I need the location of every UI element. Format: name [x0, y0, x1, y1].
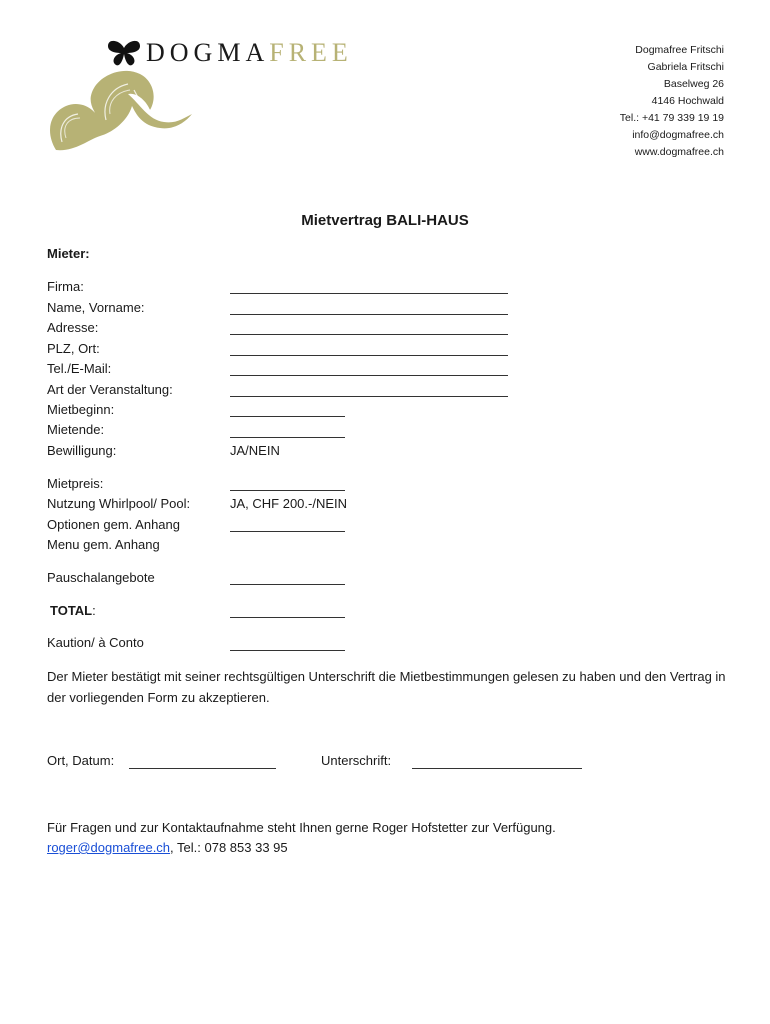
label-firma: Firma:: [47, 279, 84, 294]
label-total: [50, 603, 96, 618]
label-kaution: Kaution/ à Conto: [47, 635, 144, 650]
address-line: 4146 Hochwald: [651, 95, 724, 107]
field-line-firma[interactable]: [230, 293, 508, 294]
contact-phone: , Tel.: 078 853 33 95: [170, 840, 288, 855]
label-total-colon: :: [92, 603, 96, 618]
address-line: Dogmafree Fritschi: [635, 44, 724, 56]
label-mietbeginn: Mietbeginn:: [47, 402, 115, 417]
label-plz: PLZ, Ort:: [47, 341, 100, 356]
document-title: Mietvertrag BALI-HAUS: [301, 212, 469, 229]
confirmation-paragraph: Der Mieter bestätigt mit seiner rechtsgültigen Unterschrift die Mietbestimmungen gelesen zu haben und den Vertrag in der vorliegenden Form zu akzeptieren.: [47, 669, 726, 705]
label-name: Name, Vorname:: [47, 300, 145, 315]
label-unterschrift: Unterschrift:: [321, 753, 392, 768]
label-art: Art der Veranstaltung:: [47, 382, 173, 397]
mieter-heading: Mieter:: [47, 246, 90, 261]
field-line-art[interactable]: [230, 396, 508, 397]
field-line-mietende[interactable]: [230, 437, 345, 438]
address-line: Baselweg 26: [663, 78, 724, 90]
sender-address: [620, 42, 724, 161]
logo-wordmark: [146, 38, 353, 68]
field-line-unterschrift[interactable]: [412, 768, 582, 769]
field-line-name[interactable]: [230, 314, 508, 315]
value-whirlpool: JA, CHF 200.-/NEIN: [230, 496, 348, 511]
field-line-mietbeginn[interactable]: [230, 416, 345, 417]
address-line: Tel.: +41 79 339 19 19: [619, 112, 724, 124]
contact-block: [47, 818, 556, 858]
field-line-total[interactable]: [230, 617, 345, 618]
label-tel: Tel./E-Mail:: [47, 361, 112, 376]
email-link[interactable]: roger@dogmafree.ch: [47, 840, 171, 855]
label-mietpreis: Mietpreis:: [47, 476, 104, 491]
contact-text: Für Fragen und zur Kontaktaufnahme steht Ihnen gerne Roger Hofstetter zur Verfügung.: [47, 820, 556, 835]
logo-text-dark: DOGMA: [146, 38, 270, 67]
field-line-adresse[interactable]: [230, 334, 508, 335]
label-whirlpool: Nutzung Whirlpool/ Pool:: [47, 496, 191, 511]
field-line-mietpreis[interactable]: [230, 490, 345, 491]
address-line: info@dogmafree.ch: [632, 129, 724, 141]
label-pauschal: Pauschalangebote: [47, 570, 155, 585]
contact-line: [47, 838, 556, 858]
field-line-kaution[interactable]: [230, 650, 345, 651]
address-line: www.dogmafree.ch: [634, 146, 724, 158]
address-line: Gabriela Fritschi: [647, 61, 724, 73]
label-optionen: Optionen gem. Anhang: [47, 517, 180, 532]
label-mietende: Mietende:: [47, 422, 105, 437]
field-line-ort-datum[interactable]: [129, 768, 276, 769]
field-line-tel[interactable]: [230, 375, 508, 376]
logo-swirl-graphic: [44, 62, 196, 158]
field-line-plz[interactable]: [230, 355, 508, 356]
value-bewilligung: JA/NEIN: [230, 443, 280, 458]
field-line-optionen[interactable]: [230, 531, 345, 532]
label-total-text: TOTAL: [50, 603, 93, 618]
label-menu: Menu gem. Anhang: [47, 537, 160, 552]
field-line-pauschal[interactable]: [230, 584, 345, 585]
logo-text-light: FREE: [269, 38, 353, 67]
label-ort-datum: Ort, Datum:: [47, 753, 115, 768]
label-bewilligung: Bewilligung:: [47, 443, 117, 458]
label-adresse: Adresse:: [47, 320, 99, 335]
